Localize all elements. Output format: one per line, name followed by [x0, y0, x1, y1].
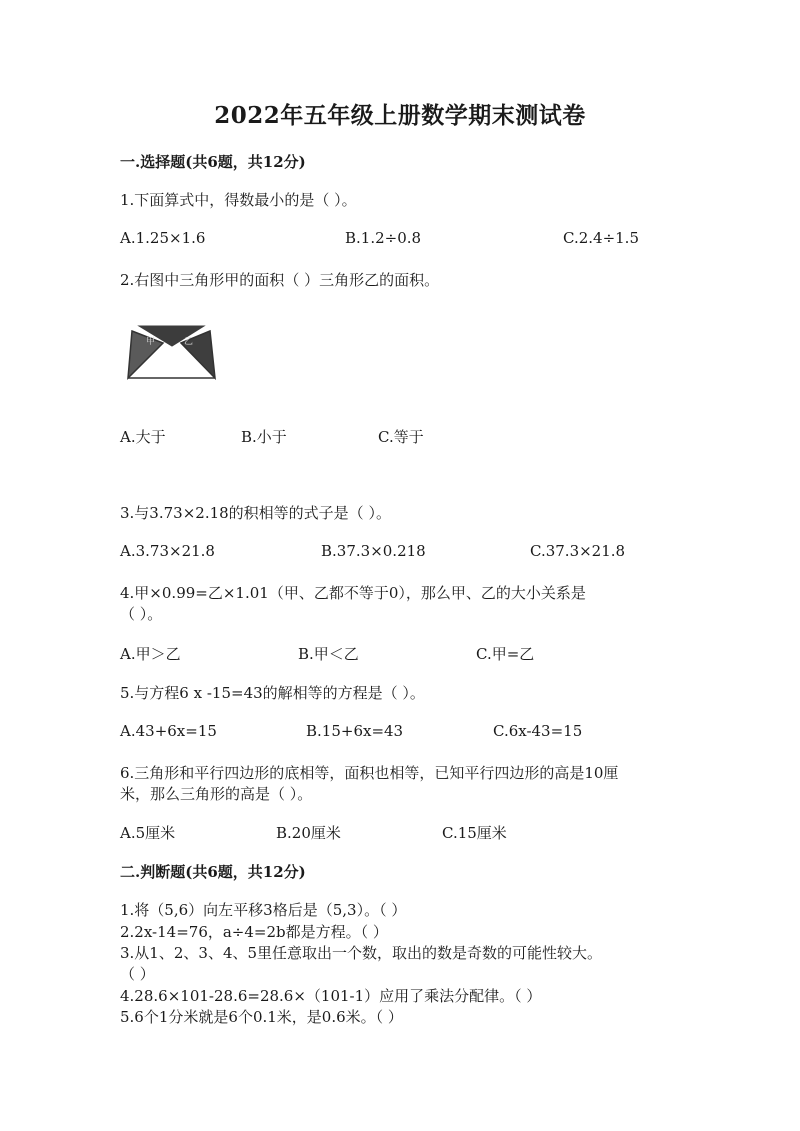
true-false-item-5: 5.6个1分米就是6个0.1米，是0.6米。（ ） [120, 1008, 403, 1026]
true-false-item-4: 4.28.6×101-28.6=28.6×（101-1）应用了乘法分配律。（ ） [120, 987, 542, 1005]
question-3-option-b: B.37.3×0.218 [321, 542, 426, 560]
question-2-option-c: C.等于 [378, 428, 424, 446]
question-5-option-b: B.15+6x=43 [306, 722, 404, 740]
true-false-item-3: 3.从1、2、3、4、5里任意取出一个数，取出的数是奇数的可能性较大。 [120, 944, 603, 962]
true-false-item-2: 2.2x-14=76，a÷4=2b都是方程。（ ） [120, 923, 388, 941]
triangle-figure [120, 318, 220, 388]
question-3-stem: 3.与3.73×2.18的积相等的式子是（ ）。 [120, 504, 391, 522]
question-6-option-a: A.5厘米 [120, 824, 176, 842]
question-4-option-a: A.甲＞乙 [120, 645, 181, 663]
question-2-option-a: A.大于 [120, 428, 166, 446]
true-false-item-1: 1.将（5,6）向左平移3格后是（5,3）。（ ） [120, 901, 407, 919]
question-2-option-b: B.小于 [241, 428, 287, 446]
question-6-stem-line1: 6.三角形和平行四边形的底相等，面积也相等，已知平行四边形的高是10厘 [120, 764, 619, 782]
true-false-item-3-blank: （ ） [120, 965, 155, 983]
question-3-option-c: C.37.3×21.8 [530, 542, 626, 560]
question-5-option-c: C.6x-43=15 [493, 722, 583, 740]
question-3-option-a: A.3.73×21.8 [120, 542, 215, 560]
question-2-stem: 2.右图中三角形甲的面积（ ）三角形乙的面积。 [120, 271, 440, 289]
question-4-stem-line2: （ ）。 [120, 605, 163, 623]
question-4-option-b: B.甲＜乙 [298, 645, 359, 663]
question-6-option-c: C.15厘米 [442, 824, 507, 842]
question-6-stem-line2: 米，那么三角形的高是（ ）。 [120, 785, 313, 803]
question-6-option-b: B.20厘米 [276, 824, 341, 842]
question-1-stem: 1.下面算式中，得数最小的是（ ）。 [120, 191, 357, 209]
question-4-stem-line1: 4.甲×0.99=乙×1.01（甲、乙都不等于0），那么甲、乙的大小关系是 [120, 584, 586, 602]
question-5-stem: 5.与方程6 x -15=43的解相等的方程是（ ）。 [120, 684, 425, 702]
question-5-option-a: A.43+6x=15 [120, 722, 217, 740]
question-1-option-b: B.1.2÷0.8 [345, 229, 422, 247]
section-heading-choice: 一.选择题(共6题，共12分) [120, 153, 306, 171]
question-4-option-c: C.甲=乙 [476, 645, 535, 663]
figure-label-jia: 甲 [146, 337, 156, 347]
question-1-option-a: A.1.25×1.6 [120, 229, 206, 247]
figure-label-yi: 乙 [184, 337, 194, 347]
page-title: 2022年五年级上册数学期末测试卷 [214, 102, 586, 129]
question-1-option-c: C.2.4÷1.5 [563, 229, 639, 247]
section-heading-true-false: 二.判断题(共6题，共12分) [120, 863, 306, 881]
